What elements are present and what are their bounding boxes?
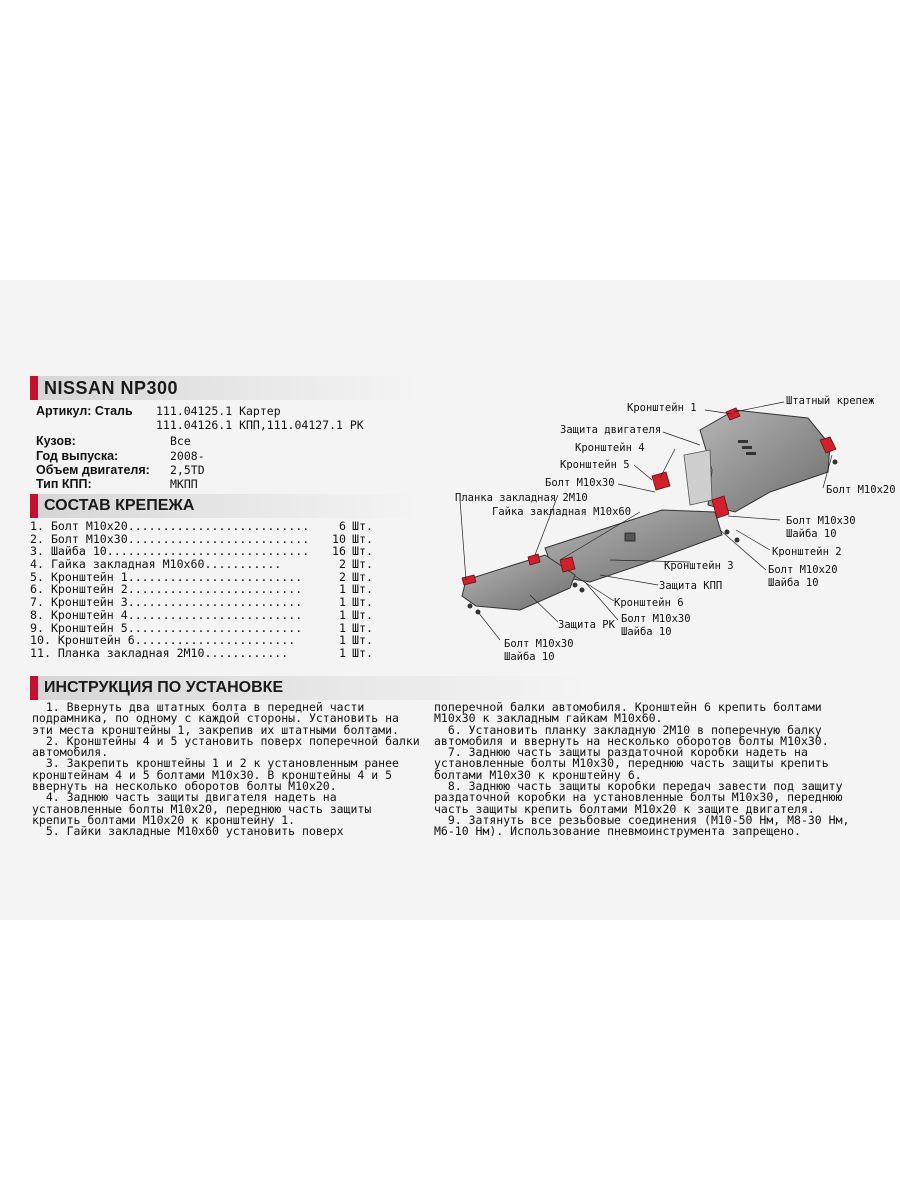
part-name: 8. Кронштейн 4.........................: [30, 607, 303, 622]
label-bolt-m10x30-top: Болт М10х30: [545, 477, 615, 489]
label-plank: Планка закладная 2М10: [455, 492, 588, 504]
part-unit: Шт.: [352, 569, 373, 584]
part-name: 5. Кронштейн 1.........................: [30, 569, 303, 584]
spec-key: Тип КПП:: [36, 477, 92, 491]
instructions-left: 1. Ввернуть два штатных болта в передней части подрамника, по одному с каждой стороны. Установить на эти места кронштейны 1, закрепив их штатными болтами. 2. Кронштейны 4 и 5 установить поверх поперечной балки автомобиля. 3. Закрепить кронштейны 1 и 2 к установленным ранее кронштейнам 4 и 5 болтами М10х30. В кронштейны 4 и 5 ввернуть на несколько оборотов болты М10х20. 4. Заднюю часть защиты двигателя надеть на установленные болты М10х20, переднюю часть защиты крепить болтами М10х20 к кронштейну 1. 5. Гайки закладные М10х60 установить поверх: [32, 700, 420, 839]
part-qty: 1: [339, 582, 346, 597]
part-name: 2. Болт М10х30..........................: [30, 531, 310, 546]
label-bolt-m10x30-right: Болт М10х30: [786, 515, 856, 527]
label-bracket-6: Кронштейн 6: [614, 597, 684, 609]
label-stock-mount: Штатный крепеж: [786, 395, 875, 407]
label-washer-mid: Шайба 10: [768, 577, 819, 589]
label-gearbox-guard: Защита КПП: [659, 580, 723, 592]
part-name: 10. Кронштейн 6.......................: [30, 633, 296, 648]
label-transfer-guard: Защита РК: [558, 619, 615, 631]
spec-key: Год выпуска:: [36, 449, 119, 463]
transfer-case-guard-plate: [462, 555, 575, 610]
label-nut: Гайка закладная М10х60: [492, 506, 632, 518]
part-unit: Шт.: [352, 544, 373, 559]
part-name: 9. Кронштейн 5.........................: [30, 620, 303, 635]
label-bolt-m10x30-mid: Болт М10х30: [621, 613, 691, 625]
part-name: 4. Гайка закладная М10х60...........: [30, 557, 282, 572]
label-washer-right: Шайба 10: [786, 528, 837, 540]
part-unit: Шт.: [352, 633, 373, 648]
instructions-heading-text: ИНСТРУКЦИЯ ПО УСТАНОВКЕ: [44, 679, 284, 696]
part-name: 6. Кронштейн 2.........................: [30, 582, 303, 597]
part-name: 3. Шайба 10.............................: [30, 544, 310, 559]
label-washer-bottom: Шайба 10: [504, 651, 555, 663]
label-engine-guard: Защита двигателя: [560, 424, 662, 436]
part-qty: 2: [339, 569, 346, 584]
label-washer-mid-2: Шайба 10: [621, 626, 672, 638]
part-name: 1. Болт М10х20..........................: [30, 519, 310, 533]
part-unit: Шт.: [352, 519, 373, 533]
part-unit: Шт.: [352, 645, 373, 660]
part-unit: Шт.: [352, 531, 373, 546]
label-bolt-m10x20-right: Болт М10х20: [826, 484, 896, 496]
spec-value: Все: [170, 434, 191, 448]
part-unit: Шт.: [352, 607, 373, 622]
label-bracket-5: Кронштейн 5: [560, 459, 630, 471]
spec-key: Объем двигателя:: [36, 463, 150, 477]
part-qty: 1: [339, 595, 346, 610]
parts-heading-text: СОСТАВ КРЕПЕЖА: [44, 497, 195, 514]
page-title-text: NISSAN NP300: [44, 378, 179, 398]
spec-value: 2,5TD: [170, 463, 205, 477]
spec-key: Артикул: Сталь: [36, 404, 133, 418]
part-name: 11. Планка закладная 2М10............: [30, 645, 289, 660]
part-qty: 1: [339, 633, 346, 648]
part-unit: Шт.: [352, 595, 373, 610]
part-qty: 2: [339, 557, 346, 572]
part-unit: Шт.: [352, 582, 373, 597]
label-bracket-3: Кронштейн 3: [664, 560, 734, 572]
part-name: 7. Кронштейн 3.........................: [30, 595, 303, 610]
part-unit: Шт.: [352, 557, 373, 572]
label-bolt-m10x30-bottom: Болт М10х30: [504, 638, 574, 650]
spec-key: Кузов:: [36, 434, 76, 448]
part-qty: 10: [332, 531, 346, 546]
label-bracket-2: Кронштейн 2: [772, 546, 842, 558]
part-qty: 16: [332, 544, 346, 559]
part-qty: 1: [339, 645, 346, 660]
part-qty: 1: [339, 607, 346, 622]
spec-value: 111.04125.1 Картер: [156, 404, 281, 418]
label-bracket-1: Кронштейн 1: [627, 402, 697, 414]
label-bracket-4: Кронштейн 4: [575, 442, 645, 454]
part-qty: 1: [339, 620, 346, 635]
part-unit: Шт.: [352, 620, 373, 635]
spec-value: 2008-: [170, 449, 205, 463]
label-bolt-m10x20-mid: Болт М10х20: [768, 564, 838, 576]
spec-value: 111.04126.1 КПП,111.04127.1 РК: [156, 418, 364, 432]
instructions-right: поперечной балки автомобиля. Кронштейн 6 крепить болтами М10х30 к закладным гайкам М10х60. 6. Установить планку закладную 2М10 в поперечную балку автомобиля и ввернуть на несколько оборотов болты М10х30. 7. Заднюю часть защиты раздаточной коробки надеть на установленные болты М10х30, переднюю часть защиты крепить болтами М10х30 к кронштейну 6. 8. Заднюю часть защиты коробки передач завести под защиту раздаточной коробки на установленные болты М10х30, переднюю часть защиты крепить болтами М10х20 к защите двигателя. 9. Затянуть все резьбовые соединения (М10-50 Нм, М8-30 Нм, М6-10 Нм). Использование пневмоинструмента запрещено.: [434, 700, 850, 839]
part-qty: 6: [339, 519, 346, 533]
spec-value: МКПП: [170, 477, 198, 491]
engine-guard-plate: [684, 410, 830, 512]
